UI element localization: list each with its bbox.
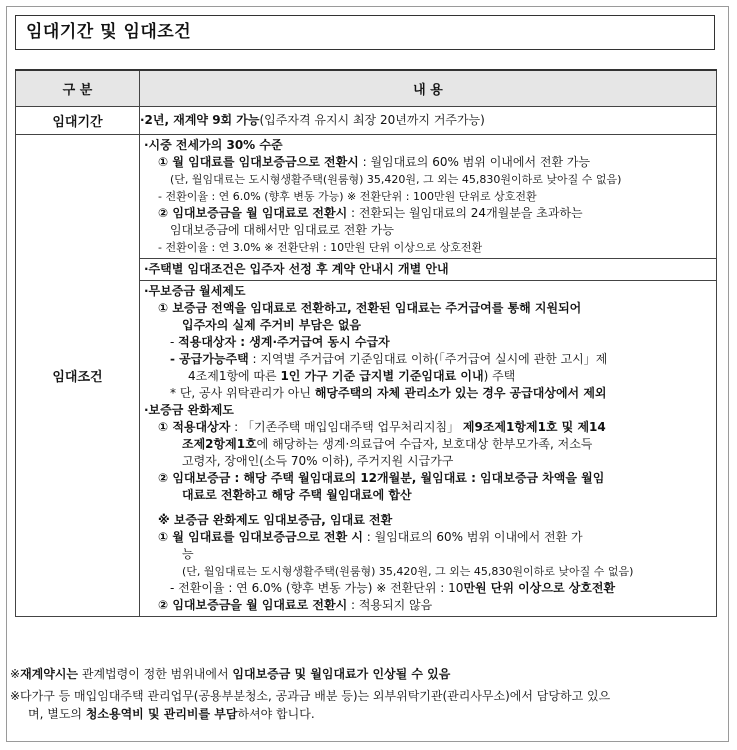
s3-line3: 입주자의 실제 주거비 부담은 없음 (182, 318, 362, 332)
spacer (144, 504, 712, 512)
table-header-row (16, 70, 717, 107)
s4-line3-rest: 에 해당하는 생계·의료급여 수급자, 보호대상 한부모가족, 저소득 (256, 437, 593, 451)
s4-line1: ·보증금 완화제도 (144, 403, 234, 417)
s5-line1: ※ 보증금 완화제도 임대보증금, 임대료 전환 (158, 513, 393, 527)
note-renewal-mark: ※ (10, 667, 21, 681)
table-row-lease-period (16, 107, 717, 135)
s3-line7-a: * 단, 공사 위탁관리가 아닌 (170, 386, 315, 400)
note-renewal (10, 665, 722, 683)
note-renewal-bold1: 재계약시는 (20, 667, 79, 681)
s4-line6: 대료로 전환하고 해당 주택 월임대료에 합산 (182, 488, 412, 502)
lease-period-bold: ·2년, 재계약 9회 가능 (140, 113, 260, 127)
s3-line5-rest: : 지역별 주거급여 기준임대료 이하(「주거급여 실시에 관한 고시」제 (248, 352, 608, 366)
s3-line1: ·무보증금 월세제도 (144, 284, 246, 298)
s3-line4-bold: 적용대상자 : 생계·주거급여 동시 수급자 (178, 335, 390, 349)
s3-line6-a: 4조제1항에 따른 (188, 369, 281, 383)
footnotes (10, 665, 722, 723)
s3-line2: ① 보증금 전액을 임대료로 전환하고, 전환된 임대료는 주거급여를 통해 지원되어 (158, 301, 582, 315)
s3-line4-prefix: - (170, 335, 179, 349)
s3-line5-bold: - 공급가능주택 (170, 352, 249, 366)
section-no-deposit (140, 281, 716, 616)
s1-line4: - 전환이율 : 연 6.0% (향후 변동 가능) ※ 전환단위 : 100만원 단위로 상호전환 (158, 190, 537, 203)
lease-period-rest: (입주자격 유지시 최장 20년까지 거주가능) (259, 113, 485, 127)
header-category: 구 분 (16, 70, 140, 107)
page-title: 임대기간 및 임대조건 (15, 15, 715, 50)
s5-line5-a: - 전환이율 : 연 6.0% (향후 변동 가능) ※ 전환단위 : 10 (170, 581, 464, 595)
s4-line4: 고령자, 장애인(소득 70% 이하), 주거지원 시급가구 (182, 454, 454, 468)
s5-line4: (단, 월임대료는 도시형생활주택(원룸형) 35,420원, 그 외는 45,830원이하로 낮아질 수 없음) (182, 565, 634, 578)
s5-line2-rest: : 월임대료의 60% 범위 이내에서 전환 가 (362, 530, 583, 544)
s1-line2-bold: ① 월 임대료를 임대보증금으로 전환시 (158, 155, 359, 169)
note-management-c: 하셔야 합니다. (237, 707, 315, 721)
s1-line2-rest: : 월임대료의 60% 범위 이내에서 전환 가능 (358, 155, 591, 169)
s5-line6-bold: ② 임대보증금을 월 임대료로 전환시 (158, 598, 348, 612)
note-management-bold: 청소용역비 및 관리비를 부담 (85, 707, 238, 721)
s4-line2-bold1: ① 적용대상자 (158, 420, 231, 434)
s1-line5-rest: : 전환되는 월임대료의 24개월분을 초과하는 (347, 206, 583, 220)
row-label-lease-conditions: 임대조건 (16, 135, 140, 617)
s4-line2-bold2: 제9조제1항제1호 및 제14 (462, 420, 606, 434)
s4-line2-rest: : 「기존주택 매입임대주택 업무처리지침」 (230, 420, 463, 434)
note-management (10, 687, 722, 723)
row-content-lease-period (140, 107, 717, 135)
s5-line5-bold: 만원 단위 이상으로 상호전환 (463, 581, 616, 595)
conditions-table (15, 69, 717, 617)
section-market-rate (140, 135, 716, 259)
note-management-b: 며, 별도의 (28, 707, 86, 721)
row-content-lease-conditions (140, 135, 717, 617)
s3-line6-bold: 1인 가구 기준 급지별 기준임대료 이내 (280, 369, 484, 383)
s1-line3: (단, 월임대료는 도시형생활주택(원룸형) 35,420원, 그 외는 45,830원이하로 낮아질 수 없음) (170, 173, 622, 186)
header-content: 내 용 (140, 70, 717, 107)
s5-line3: 능 (182, 547, 194, 561)
s5-line2-bold: ① 월 임대료를 임대보증금으로 전환 시 (158, 530, 363, 544)
note-renewal-mid: 관계법령이 정한 범위내에서 (78, 667, 233, 681)
s4-line3-bold: 조제2항제1호 (182, 437, 257, 451)
s4-line5: ② 임대보증금 : 해당 주택 월임대료의 12개월분, 월임대료 : 임대보증금 차액을 월임 (158, 471, 605, 485)
s1-line7: - 전환이율 : 연 3.0% ※ 전환단위 : 10만원 단위 이상으로 상호전환 (158, 241, 483, 254)
s3-line7-bold: 해당주택의 자체 관리소가 있는 경우 공급대상에서 제외 (314, 386, 607, 400)
section-individual-notice (140, 259, 716, 281)
table-row-lease-conditions (16, 135, 717, 617)
note-renewal-bold2: 임대보증금 및 월임대료가 인상될 수 있음 (232, 667, 451, 681)
s1-line5-bold: ② 임대보증금을 월 임대료로 전환시 (158, 206, 348, 220)
row-label-lease-period: 임대기간 (16, 107, 140, 135)
s3-line6-b: ) 주택 (483, 369, 516, 383)
s5-line6-rest: : 적용되지 않음 (347, 598, 433, 612)
s1-line1: ·시중 전세가의 30% 수준 (144, 138, 283, 152)
note-management-line1: ※다가구 등 매입임대주택 관리업무(공용부분청소, 공과금 배분 등)는 외부위탁기관(관리사무소)에서 담당하고 있으 (10, 689, 611, 703)
s2-line1: ·주택별 임대조건은 입주자 선정 후 계약 안내시 개별 안내 (144, 262, 449, 276)
s1-line6: 임대보증금에 대해서만 임대료로 전환 가능 (170, 223, 394, 237)
